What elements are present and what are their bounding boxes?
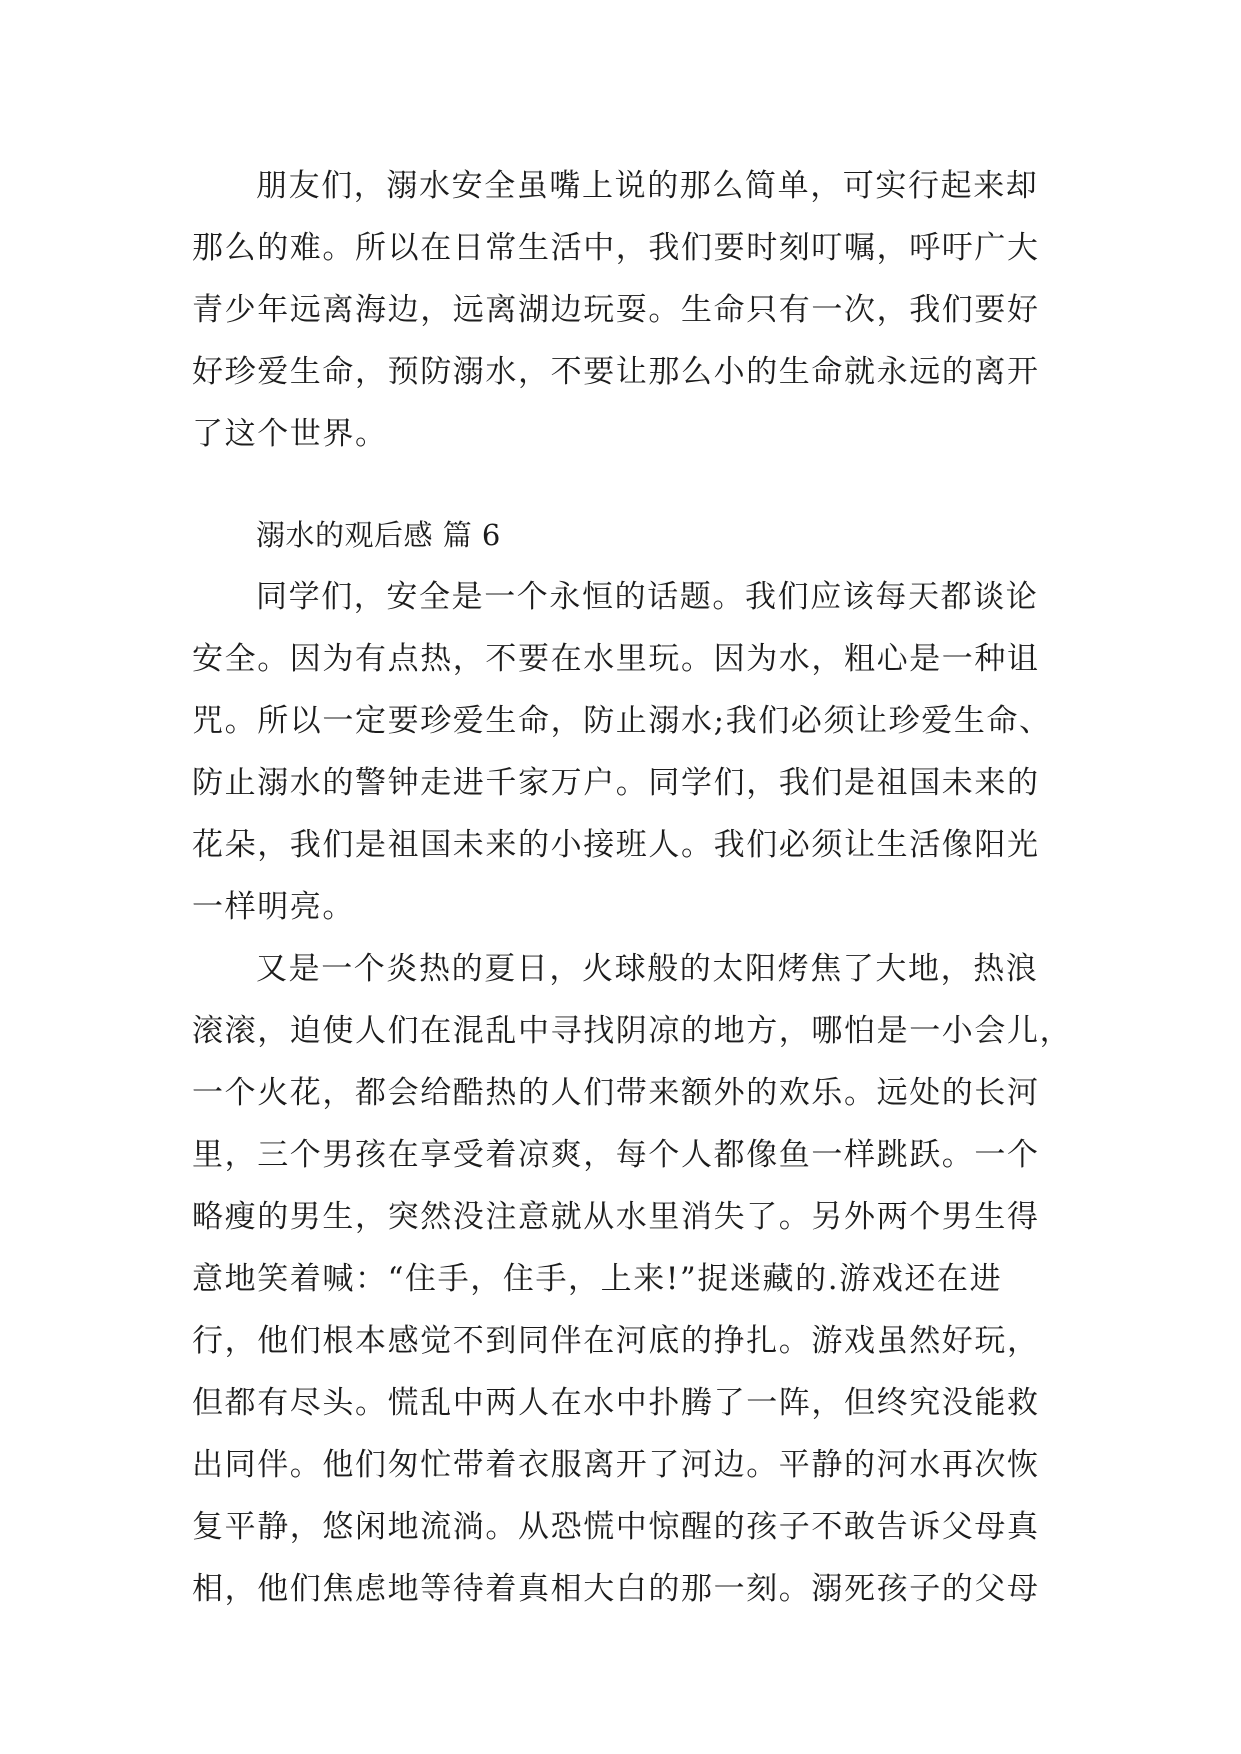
paragraph-line: 花朵，我们是祖国未来的小接班人。我们必须让生活像阳光 xyxy=(192,827,1040,863)
section-heading: 溺水的观后感 篇 6 xyxy=(256,518,501,552)
paragraph-line: 了这个世界。 xyxy=(192,416,388,452)
paragraph-line: 滚滚，迫使人们在混乱中寻找阴凉的地方，哪怕是一小会儿， xyxy=(192,1013,1073,1049)
paragraph-line: 朋友们，溺水安全虽嘴上说的那么简单，可实行起来却 xyxy=(256,168,1039,204)
paragraph-line: 意地笑着喊：“住手，住手，上来!”捉迷藏的.游戏还在进 xyxy=(192,1261,1003,1297)
paragraph-line: 但都有尽头。慌乱中两人在水中扑腾了一阵，但终究没能救 xyxy=(192,1385,1040,1421)
paragraph-line: 防止溺水的警钟走进千家万户。同学们，我们是祖国未来的 xyxy=(192,765,1040,801)
paragraph-line: 行，他们根本感觉不到同伴在河底的挣扎。游戏虽然好玩， xyxy=(192,1323,1040,1359)
paragraph-line: 那么的难。所以在日常生活中，我们要时刻叮嘱，呼吁广大 xyxy=(192,230,1040,266)
paragraph-line: 安全。因为有点热，不要在水里玩。因为水，粗心是一种诅 xyxy=(192,641,1040,677)
paragraph-line: 出同伴。他们匆忙带着衣服离开了河边。平静的河水再次恢 xyxy=(192,1447,1040,1483)
paragraph-line: 略瘦的男生，突然没注意就从水里消失了。另外两个男生得 xyxy=(192,1199,1040,1235)
paragraph-line: 相，他们焦虑地等待着真相大白的那一刻。溺死孩子的父母 xyxy=(192,1571,1040,1607)
paragraph-line: 好珍爱生命，预防溺水，不要让那么小的生命就永远的离开 xyxy=(192,354,1040,390)
paragraph-line: 复平静，悠闲地流淌。从恐慌中惊醒的孩子不敢告诉父母真 xyxy=(192,1509,1040,1545)
paragraph-line: 同学们，安全是一个永恒的话题。我们应该每天都谈论 xyxy=(256,579,1039,615)
paragraph-line: 一样明亮。 xyxy=(192,889,355,925)
paragraph-line: 咒。所以一定要珍爱生命，防止溺水;我们必须让珍爱生命、 xyxy=(192,703,1052,739)
paragraph-line: 一个火花，都会给酷热的人们带来额外的欢乐。远处的长河 xyxy=(192,1075,1040,1111)
paragraph-line: 青少年远离海边，远离湖边玩耍。生命只有一次，我们要好 xyxy=(192,292,1040,328)
paragraph-line: 里，三个男孩在享受着凉爽，每个人都像鱼一样跳跃。一个 xyxy=(192,1137,1040,1173)
paragraph-line: 又是一个炎热的夏日，火球般的太阳烤焦了大地，热浪 xyxy=(256,951,1039,987)
